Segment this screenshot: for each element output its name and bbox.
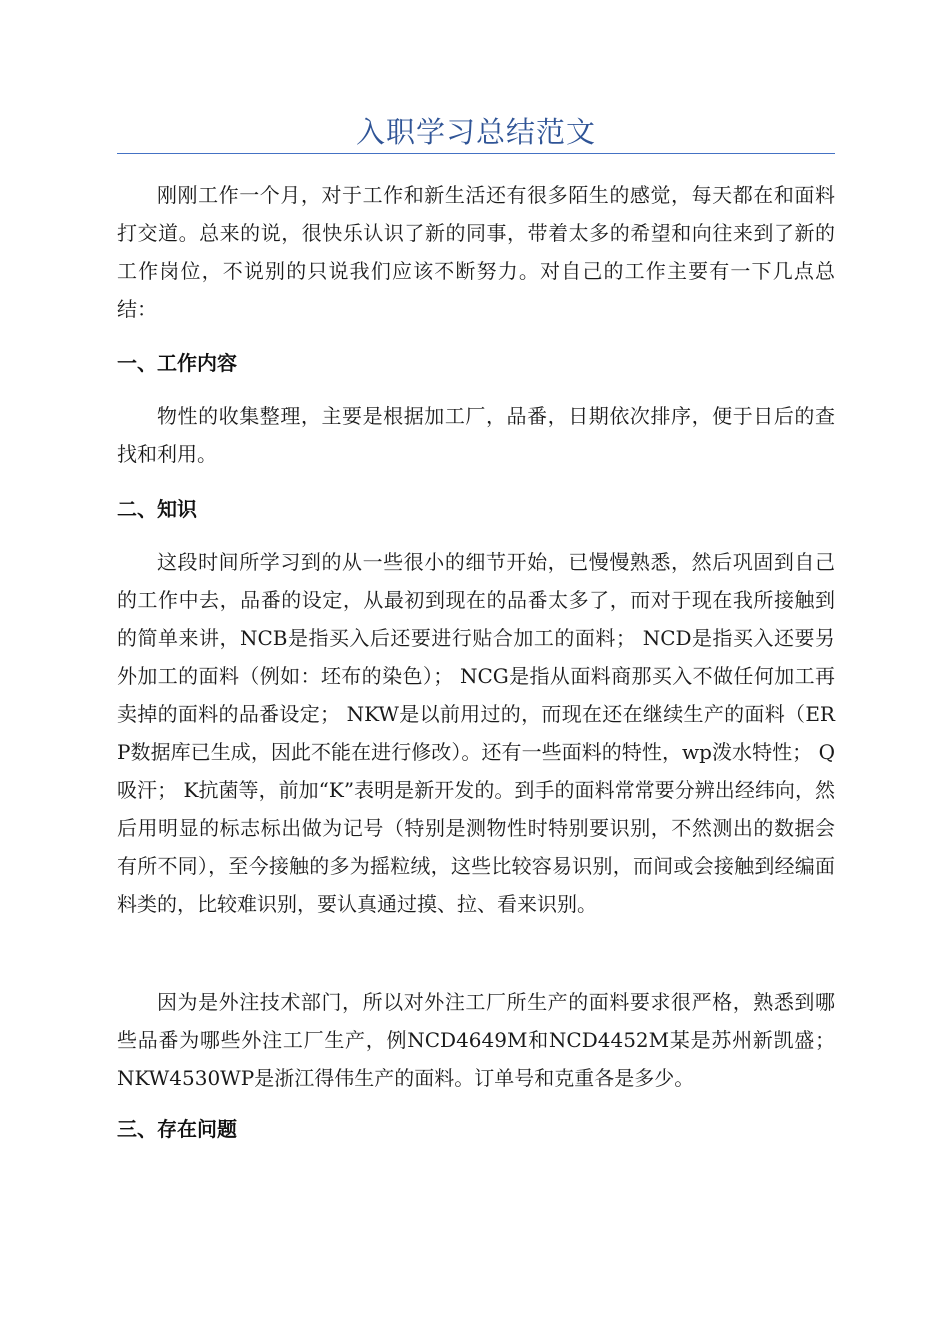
intro-paragraph: 刚刚工作一个月，对于工作和新生活还有很多陌生的感觉，每天都在和面料打交道。总来的说，很快乐认识了新的同事，带着太多的希望和向往来到了新的工作岗位，不说别的只说我们应该不断努力。对自己的工作主要有一下几点总结： xyxy=(117,183,835,321)
section-heading-knowledge: 二、知识 xyxy=(117,497,197,521)
knowledge-paragraph-2: 因为是外注技术部门，所以对外注工厂所生产的面料要求很严格，熟悉到哪些品番为哪些外注工厂生产，例NCD4649M和NCD4452M某是苏州新凯盛； NKW4530WP是浙江得伟生产的面料。订单号和克重各是多少。 xyxy=(117,990,835,1090)
section-heading-work-content: 一、工作内容 xyxy=(117,351,237,375)
knowledge-paragraph-1: 这段时间所学习到的从一些很小的细节开始，已慢慢熟悉，然后巩固到自己的工作中去，品番的设定，从最初到现在的品番太多了，而对于现在我所接触到的简单来讲，NCB是指买入后还要进行贴合加工的面料； NCD是指买入还要另外加工的面料（例如：坯布的染色）； NCG是指从面料商那买入不做任何加工再卖掉的面料的品番设定； NKW是以前用过的，而现在还在继续生产的面料（ERP数据库已生成，因此不能在进行修改）。还有一些面料的特性，wp泼水特性； Q吸汗； K抗菌等，前加“K”表明是新开发的。到手的面料常常要分辨出经纬向，然后用明显的标志标出做为记号（特别是测物性时特别要识别，不然测出的数据会有所不同），至今接触的多为摇粒绒，这些比较容易识别，而间或会接触到经编面料类的，比较难识别，要认真通过摸、拉、看来识别。 xyxy=(117,550,835,916)
title-underline xyxy=(117,153,835,154)
document-title: 入职学习总结范文 xyxy=(355,115,596,149)
section-heading-problems: 三、存在问题 xyxy=(117,1117,237,1141)
work-content-paragraph: 物性的收集整理，主要是根据加工厂，品番，日期依次排序，便于日后的查找和利用。 xyxy=(117,404,835,466)
